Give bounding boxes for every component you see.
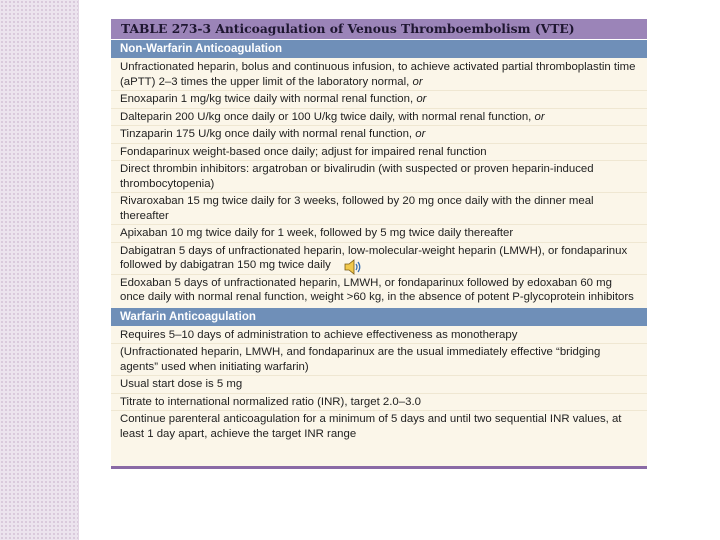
table-row xyxy=(111,161,647,193)
section-rows xyxy=(111,326,647,445)
row-text: Unfractionated heparin, bolus and continuous infusion, to achieve activated partial thromboplastin time (aPTT) 2–3 times the upper limit of the laboratory normal, xyxy=(120,61,636,88)
table-row xyxy=(111,411,647,442)
vte-anticoagulation-table xyxy=(111,19,647,469)
row-or: or xyxy=(412,75,423,88)
table-row xyxy=(111,243,647,275)
table-row xyxy=(111,126,647,144)
row-text: Requires 5–10 days of administration to achieve effectiveness as monotherapy xyxy=(120,328,518,341)
row-text: Dabigatran 5 days of unfractionated heparin, low-molecular-weight heparin (LMWH), or fondaparinux followed by dabigatran 150 mg twice daily xyxy=(120,244,628,271)
row-or: or xyxy=(416,93,427,105)
table-row xyxy=(111,376,647,394)
row-or: or xyxy=(415,128,426,140)
row-text: Fondaparinux weight-based once daily; adjust for impaired renal function xyxy=(120,145,487,158)
table-row xyxy=(111,327,647,345)
section-non-warfarin xyxy=(111,40,647,308)
row-text: Apixaban 10 mg twice daily for 1 week, followed by 5 mg twice daily thereafter xyxy=(120,227,514,239)
table-row xyxy=(111,225,647,243)
row-text: Tinzaparin 175 U/kg once daily with normal renal function, xyxy=(120,128,413,140)
row-text: Usual start dose is 5 mg xyxy=(120,378,243,390)
table-row xyxy=(111,193,647,225)
table-row xyxy=(111,59,647,91)
table-title: TABLE 273-3 Anticoagulation of Venous Thromboembolism (VTE) xyxy=(111,19,647,40)
row-text: Dalteparin 200 U/kg once daily or 100 U/kg twice daily, with normal renal function, xyxy=(120,110,532,123)
decorative-side-strip xyxy=(0,0,79,540)
table-row xyxy=(111,275,647,306)
section-warfarin xyxy=(111,308,647,445)
table-row xyxy=(111,91,647,109)
row-text: Enoxaparin 1 mg/kg twice daily with normal renal function, xyxy=(120,93,414,105)
row-text: Titrate to international normalized ratio (INR), target 2.0–3.0 xyxy=(120,395,421,408)
row-text: Continue parenteral anticoagulation for a minimum of 5 days and until two sequential INR values, at least 1 day apart, achieve the target INR range xyxy=(120,413,622,440)
section-rows xyxy=(111,58,647,308)
row-or: or xyxy=(534,110,545,123)
table-row xyxy=(111,394,647,412)
row-text: Edoxaban 5 days of unfractionated heparin, LMWH, or fondaparinux followed by edoxaban 60 mg once daily with normal renal function, weight >60 kg, in the absence of potent P-glycoprotein inhibitors xyxy=(120,276,634,303)
section-header-warfarin: Warfarin Anticoagulation xyxy=(111,308,647,326)
table-row xyxy=(111,144,647,162)
row-text: (Unfractionated heparin, LMWH, and fondaparinux are the usual immediately effective “bridging agents” used when initiating warfarin) xyxy=(120,346,601,373)
speaker-icon[interactable] xyxy=(344,259,362,275)
section-header-non-warfarin: Non-Warfarin Anticoagulation xyxy=(111,40,647,58)
table-row xyxy=(111,109,647,127)
table-row xyxy=(111,344,647,376)
row-text: Rivaroxaban 15 mg twice daily for 3 weeks, followed by 20 mg once daily with the dinner meal thereafter xyxy=(120,195,594,222)
row-text: Direct thrombin inhibitors: argatroban or bivalirudin (with suspected or proven heparin-induced thrombocytopenia) xyxy=(120,163,594,190)
